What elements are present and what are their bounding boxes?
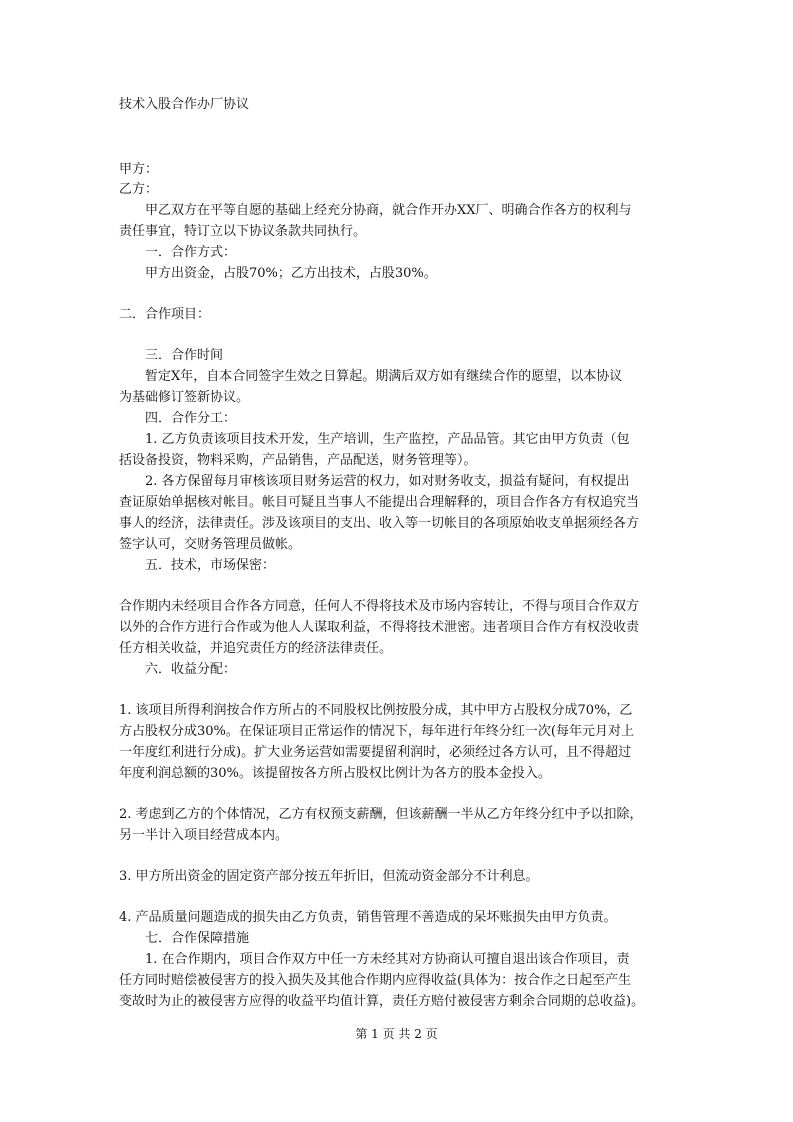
section-heading: 二．合作项目： [119, 307, 211, 322]
text-line: 1. 该项目所得利润按合作方所占的不同股权比例按股分成，其中甲方占股权分成70%，乙 [119, 703, 633, 718]
text-line: 甲乙双方在平等自愿的基础上经充分协商，就合作开办XX厂、明确合作各方的权利与 [119, 203, 632, 218]
text-line: 签字认可，交财务管理员做帐。 [119, 537, 302, 552]
text-line: 3. 甲方所出资金的固定资产部分按五年折旧，但流动资金部分不计利息。 [119, 869, 539, 884]
text-line: 合作期内未经项目合作各方同意，任何人不得将技术及市场内容转让，不得与项目合作双方 [119, 599, 640, 614]
document-title: 技术入股合作办厂协议 [119, 97, 250, 112]
text-line: 乙方： [119, 182, 159, 197]
text-line: 甲方： [119, 162, 159, 177]
text-line: 变故时为止的被侵害方应得的收益平均值计算，责任方赔付被侵害方剩余合同期的总收益)。 [119, 994, 645, 1009]
text-line: 2. 各方保留每月审核该项目财务运营的权力，如对财务收支，损益有疑问，有权提出 [119, 474, 630, 489]
text-line: 另一半计入项目经营成本内。 [119, 828, 289, 843]
section-heading: 四．合作分工： [119, 411, 237, 426]
text-line: 2. 考虑到乙方的个体情况，乙方有权预支薪酬，但该薪酬一半从乙方年终分红中予以扣除， [119, 807, 643, 822]
text-line: 括设备投资，物料采购，产品销售，产品配送，财务管理等）。 [119, 453, 477, 468]
text-line: 1. 乙方负责该项目技术开发，生产培训，生产监控，产品品管。其它由甲方负责（包 [119, 432, 630, 447]
text-line: 任方同时赔偿被侵害方的投入损失及其他合作期内应得收益(具体为：按合作之日起至产生 [119, 973, 632, 988]
text-line: 暂定X年，自本合同签字生效之日算起。期满后双方如有继续合作的愿望，以本协议 [119, 369, 623, 384]
section-heading: 一．合作方式： [119, 245, 237, 260]
text-line: 以外的合作方进行合作或为他人人谋取利益，不得将技术泄密。违者项目合作方有权没收责 [119, 620, 640, 635]
text-line: 1. 在合作期内，项目合作双方中任一方未经其对方协商认可擅自退出该合作项目，责 [119, 952, 630, 967]
page-footer: 第 1 页 共 2 页 [355, 1027, 438, 1041]
text-line: 一年度红利进行分成)。扩大业务运营如需要提留利润时，必须经过各方认可，且不得超过 [119, 745, 632, 760]
text-line: 甲方出资金，占股70%；乙方出技术，占股30%。 [119, 266, 437, 281]
text-line: 查证原始单据核对帐目。帐目可疑且当事人不能提出合理解释的，项目合作各方有权追究当 [119, 495, 640, 510]
text-line: 事人的经济，法律责任。涉及该项目的支出、收入等一切帐目的各项原始收支单据须经各方 [119, 516, 640, 531]
text-line: 方占股权分成30%。在保证项目正常运作的情况下，每年进行年终分红一次(每年元月对上 [119, 724, 634, 739]
text-line: 为基础修订签新协议。 [119, 390, 250, 405]
text-line: 责任事宜，特订立以下协议条款共同执行。 [119, 224, 367, 239]
text-line: 4. 产品质量问题造成的损失由乙方负责，销售管理不善造成的呆坏账损失由甲方负责。 [119, 910, 617, 925]
text-line: 年度利润总额的30%。该提留按各方所占股权比例计为各方的股本金投入。 [119, 766, 551, 781]
section-heading: 七．合作保障措施 [119, 931, 250, 946]
section-heading: 三．合作时间 [119, 348, 224, 363]
text-line: 任方相关收益，并追究责任方的经济法律责任。 [119, 641, 393, 656]
section-heading: 六．收益分配： [119, 662, 237, 677]
section-heading: 五．技术，市场保密： [119, 558, 276, 573]
